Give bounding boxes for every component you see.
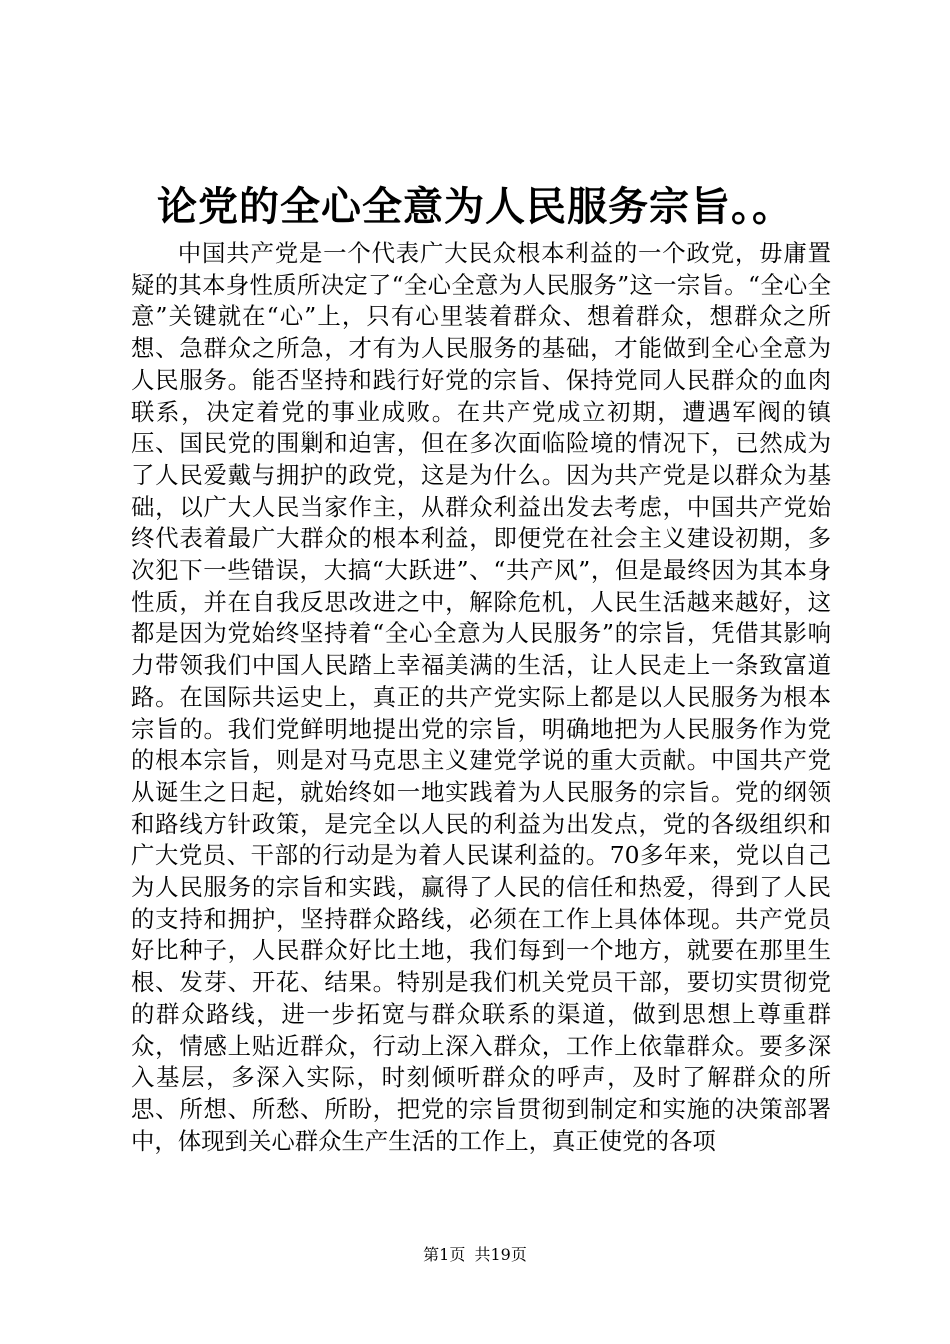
document-body-paragraph: 中国共产党是一个代表广大民众根本利益的一个政党，毋庸置疑的其本身性质所决定了“全心全意为人民服务”这一宗旨。“全心全意”关键就在“心”上，只有心里装着群众、想着群众，想群众之所想、急群众之所急，才有为人民服务的基础，才能做到全心全意为人民服务。能否坚持和践行好党的宗旨、保持党同人民群众的血肉联系，决定着党的事业成败。在共产党成立初期，遭遇军阀的镇压、国民党的围剿和迫害，但在多次面临险境的情况下，已然成为了人民爱戴与拥护的政党，这是为什么。因为共产党是以群众为基础，以广大人民当家作主，从群众利益出发去考虑，中国共产党始终代表着最广大群众的根本利益，即便党在社会主义建设初期，多次犯下一些错误，大搞“大跃进”、“共产风”，但是最终因为其本身性质，并在自我反思改进之中，解除危机，人民生活越来越好，这都是因为党始终坚持着“全心全意为人民服务”的宗旨，凭借其影响力带领我们中国人民踏上幸福美满的生活，让人民走上一条致富道路。在国际共运史上，真正的共产党实际上都是以人民服务为根本宗旨的。我们党鲜明地提出党的宗旨，明确地把为人民服务作为党的根本宗旨，则是对马克思主义建党学说的重大贡献。中国共产党从诞生之日起，就始终如一地实践着为人民服务的宗旨。党的纲领和路线方针政策，是完全以人民的利益为出发点，党的各级组织和广大党员、干部的行动是为着人民谋利益的。70多年来，党以自己为人民服务的宗旨和实践，赢得了人民的信任和热爱，得到了人民的支持和拥护，坚持群众路线，必须在工作上具体体现。共产党员好比种子，人民群众好比土地，我们每到一个地方，就要在那里生根、发芽、开花、结果。特别是我们机关党员干部，要切实贯彻党的群众路线，进一步拓宽与群众联系的渠道，做到思想上尊重群众，情感上贴近群众，行动上深入群众，工作上依靠群众。要多深入基层，多深入实际，时刻倾听群众的呼声，及时了解群众的所思、所想、所愁、所盼，把党的宗旨贯彻到制定和实施的决策部署中，体现到关心群众生产生活的工作上，真正使党的各项 — [131, 239, 831, 1155]
document-title: 论党的全心全意为人民服务宗旨。。 — [157, 183, 793, 230]
page-number: 第1页 — [423, 1245, 466, 1264]
page-footer — [0, 1244, 950, 1266]
page-total: 共19页 — [474, 1245, 527, 1264]
